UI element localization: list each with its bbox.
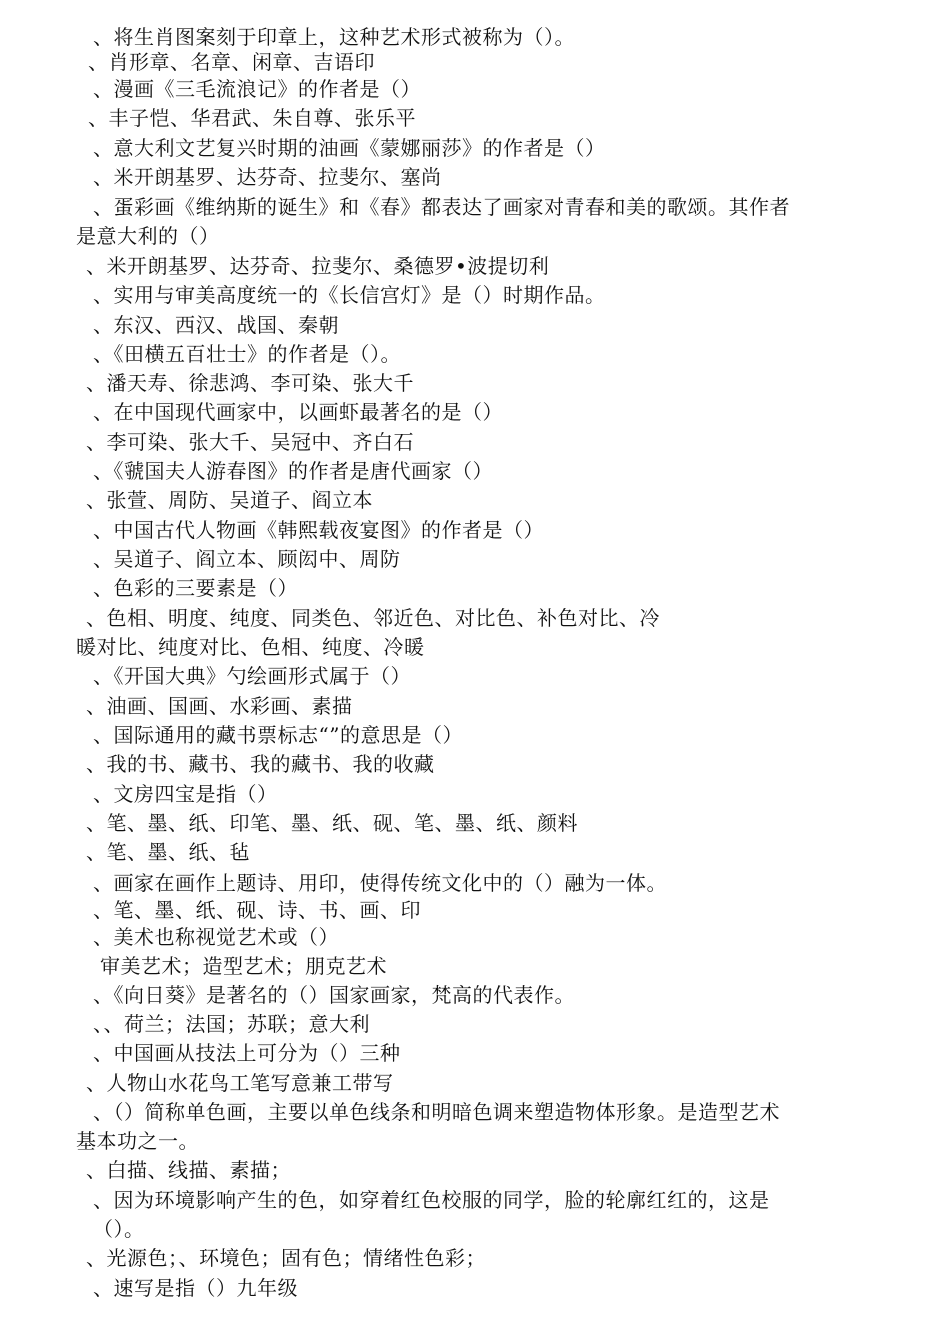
text-line: 、色彩的三要素是（） <box>93 576 298 600</box>
text-line: 、国际通用的藏书票标志“”的意思是（） <box>93 723 463 747</box>
text-line: 、油画、国画、水彩画、素描 <box>86 694 353 718</box>
text-line: 、我的书、藏书、我的藏书、我的收藏 <box>86 752 435 776</box>
text-line: 、《向日葵》是著名的（）国家画家，梵高的代表作。 <box>93 983 575 1007</box>
text-line: 、白描、线描、素描； <box>86 1158 291 1182</box>
text-line: 、文房四宝是指（） <box>93 782 278 806</box>
text-line: 、速写是指（）九年级 <box>93 1276 298 1300</box>
text-line: 是意大利的（） <box>76 224 220 248</box>
text-line: 、色相、明度、纯度、同类色、邻近色、对比色、补色对比、冷 <box>86 606 660 630</box>
text-line: 、吴道子、阎立本、顾闳中、周防 <box>93 547 401 571</box>
text-line: 、、荷兰；法国；苏联；意大利 <box>93 1012 370 1036</box>
text-line: 、笔、墨、纸、毡 <box>86 840 250 864</box>
text-line: 、米开朗基罗、达芬奇、拉斐尔、塞尚 <box>93 165 442 189</box>
text-line: 、漫画《三毛流浪记》的作者是（） <box>93 77 421 101</box>
text-line: 、人物山水花鸟工笔写意兼工带写 <box>86 1071 394 1095</box>
text-line: 、实用与审美高度统一的《长信宫灯》是（）时期作品。 <box>93 283 606 307</box>
text-line: （）。 <box>93 1217 145 1241</box>
text-line: 、《田横五百壮士》的作者是（）。 <box>93 342 401 366</box>
text-line: 、光源色；、环境色；固有色；情绪性色彩； <box>86 1246 486 1270</box>
text-line: 、（）简称单色画，主要以单色线条和明暗色调来塑造物体形象。是造型艺术 <box>93 1100 780 1124</box>
text-line: 、意大利文艺复兴时期的油画《蒙娜丽莎》的作者是（） <box>93 136 606 160</box>
text-line: 、笔、墨、纸、砚、诗、书、画、印 <box>93 898 421 922</box>
text-line: 、李可染、张大千、吴冠中、齐白石 <box>86 430 414 454</box>
text-line: 、蛋彩画《维纳斯的诞生》和《春》都表达了画家对青春和美的歌颂。其作者 <box>93 195 790 219</box>
text-line: 、《虢国夫人游春图》的作者是唐代画家（） <box>93 459 493 483</box>
text-line: 、笔、墨、纸、印笔、墨、纸、砚、笔、墨、纸、颜料 <box>86 811 578 835</box>
text-line: 、米开朗基罗、达芬奇、拉斐尔、桑德罗•波提切利 <box>86 254 550 278</box>
text-line: 、《开国大典》勺绘画形式属于（） <box>93 664 411 688</box>
text-line: 、画家在画作上题诗、用印，使得传统文化中的（）融为一体。 <box>93 871 667 895</box>
text-line: 暖对比、纯度对比、色相、纯度、冷暖 <box>76 635 425 659</box>
text-line: 、东汉、西汉、战国、秦朝 <box>93 313 339 337</box>
text-line: 、张萱、周防、吴道子、阎立本 <box>86 488 373 512</box>
text-line: 、中国古代人物画《韩熙载夜宴图》的作者是（） <box>93 518 544 542</box>
text-line: 、因为环境影响产生的色，如穿着红色校服的同学，脸的轮廓红红的，这是 <box>93 1188 770 1212</box>
text-line: 审美艺术；造型艺术；朋克艺术 <box>100 954 387 978</box>
text-line: 基本功之一。 <box>76 1129 199 1153</box>
text-line: 、在中国现代画家中，以画虾最著名的是（） <box>93 400 503 424</box>
text-line: 、美术也称视觉艺术或（） <box>93 925 339 949</box>
text-line: 、肖形章、名章、闲章、吉语印 <box>88 50 375 74</box>
text-line: 、潘天寿、徐悲鸿、李可染、张大千 <box>86 371 414 395</box>
text-line: 、中国画从技法上可分为（）三种 <box>93 1041 401 1065</box>
text-line: 、将生肖图案刻于印章上，这种艺术形式被称为（）。 <box>93 25 575 49</box>
text-line: 、丰子恺、华君武、朱自尊、张乐平 <box>88 106 416 130</box>
